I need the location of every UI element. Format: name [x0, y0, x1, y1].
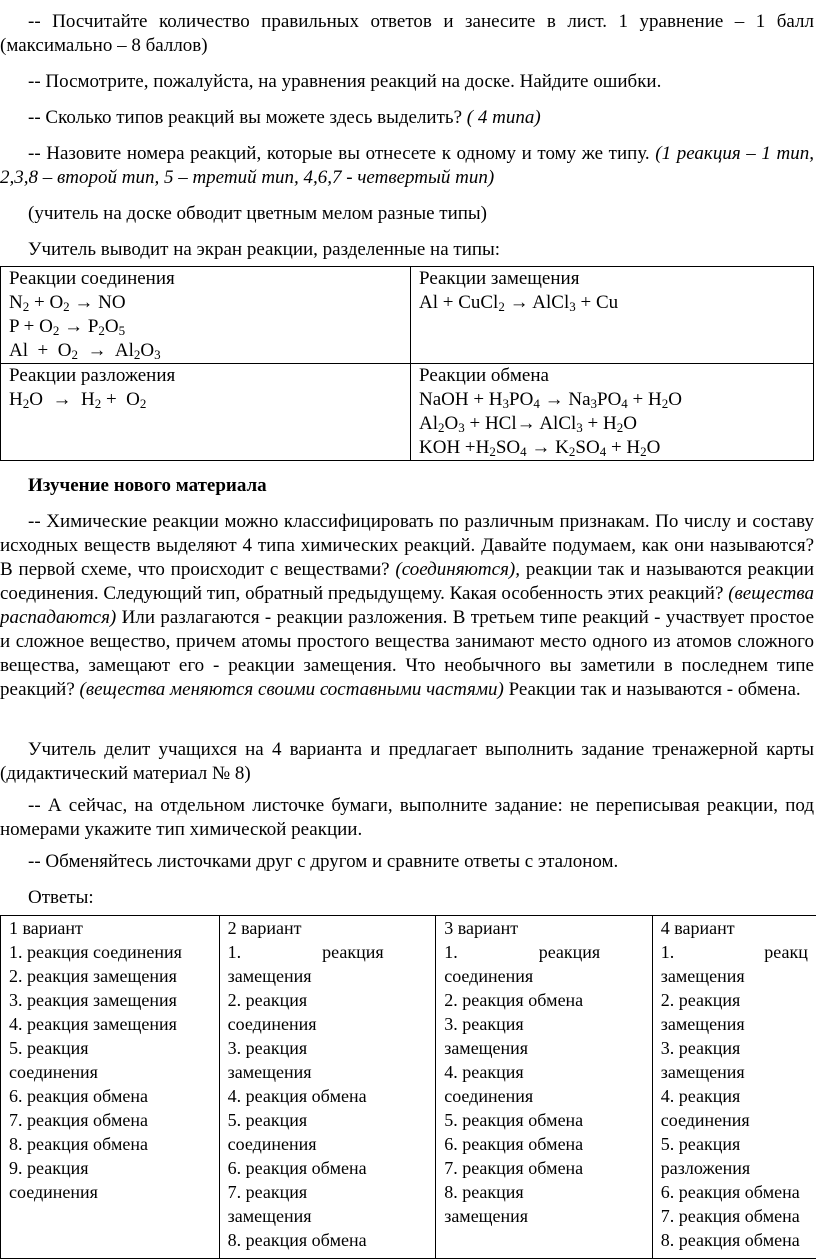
answer-line: 6. реакция обмена	[9, 1086, 148, 1106]
answer-decompose: (вещества распадаются)	[0, 583, 814, 628]
paragraph-scoring: -- Посчитайте количество правильных ответов и занесите в лист. 1 уравнение – 1 балл (максимально – 8 баллов)	[0, 11, 814, 56]
variant-header: 2 вариант	[227, 918, 302, 938]
exchange-eq-2: $Al_2O_3 + HCl\to$ AlCl$_3$ + $H_2O$	[419, 413, 637, 435]
answer-line: 3. реакция	[660, 1038, 741, 1058]
answer-line: 4. реакция замещения	[9, 1014, 177, 1034]
answer-line: 8. реакция обмена	[9, 1134, 148, 1154]
answer-line: 5. реакция	[9, 1038, 89, 1058]
answer-line: замещения	[660, 966, 745, 986]
decomposition-title: Реакции разложения	[9, 365, 176, 386]
answer-line: замещения	[444, 1038, 529, 1058]
answer-line: соединения	[9, 1182, 98, 1202]
paragraph-classification: -- Химические реакции можно классифицировать по различным признакам. По числу и составу исходных веществ выделяют 4 типа химических реакций. Давайте подумаем, как они называются? В первой схеме, что происходит с веществами? (соединяются), реакции так и называются реакции соединения. Следующий тип, обратный предыдущему. Какая особенность этих реакций? (вещества распадаются) Или разлагаются - реакции разложения. В третьем типе реакций - участвует простое и сложное вещество, причем атомы простого вещества занимают место одного из атомов сложного вещества, замещают его - реакции замещения. Что необычного вы заметили в последнем типе реакций? (вещества меняются своими составными частями) Реакции так и называются - обмена.	[0, 511, 815, 700]
types-answer: ( 4 типа)	[466, 107, 541, 128]
synthesis-eq-3: $Al + O_2 \to Al_2O_3$	[9, 340, 161, 362]
exchange-eq-3: KOH $+H_2SO_4 \to K_2SO_4 + H_2O$	[419, 437, 661, 459]
answer-line: замещения	[227, 966, 312, 986]
answer-line: 1. реакция соединения	[9, 942, 182, 962]
answer-line: соединения	[227, 1134, 317, 1154]
synthesis-eq-1: $N_2 + O_2$ → NO	[9, 292, 126, 314]
paragraph-variants: Учитель делит учащихся на 4 варианта и предлагает выполнить задание тренажерной карты (дидактический материал № 8)	[0, 739, 814, 784]
answer-line: 1. реакц	[660, 942, 808, 962]
exchange-eq-1: NaOH + $H_3PO_4 \to Na_3PO_4 + H_2O$	[419, 389, 682, 411]
answer-line: замещения	[660, 1014, 745, 1034]
reaction-types-table	[0, 266, 814, 461]
answer-line: 4. реакция обмена	[227, 1086, 367, 1106]
answer-line: 7. реакция обмена	[660, 1206, 800, 1226]
substitution-title: Реакции замещения	[419, 268, 580, 289]
answer-line: соединения	[9, 1062, 98, 1082]
answer-line: 3. реакция	[227, 1038, 308, 1058]
reaction-numbers-answer: (1 реакция – 1 тип, 2,3,8 – второй тип, 5 – третий тип, 4,6,7 - четвертый тип)	[0, 143, 814, 188]
answer-line: 4. реакция	[660, 1086, 741, 1106]
synthesis-title: Реакции соединения	[9, 268, 175, 289]
answer-line: разложения	[660, 1158, 751, 1178]
answer-line: 6. реакция обмена	[660, 1182, 800, 1202]
answer-line: 7. реакция	[227, 1182, 308, 1202]
answer-line: 2. реакция	[660, 990, 741, 1010]
answer-line: 9. реакция	[9, 1158, 89, 1178]
answer-line: 5. реакция	[660, 1134, 741, 1154]
answer-line: замещения	[444, 1206, 529, 1226]
answer-line: замещения	[227, 1206, 312, 1226]
answer-line: 8. реакция	[444, 1182, 524, 1202]
substitution-cell	[411, 267, 814, 364]
answer-line: 8. реакция обмена	[660, 1230, 800, 1250]
answer-line: 6. реакция обмена	[444, 1134, 584, 1154]
answer-line: 6. реакция обмена	[227, 1158, 367, 1178]
exchange-title: Реакции обмена	[419, 365, 549, 386]
answer-line: соединения	[660, 1110, 750, 1130]
variant-header: 4 вариант	[660, 918, 735, 938]
paragraph-find-errors: -- Посмотрите, пожалуйста, на уравнения реакций на доске. Найдите ошибки.	[28, 71, 662, 92]
answers-variant-1	[1, 916, 220, 1259]
answer-line: соединения	[444, 966, 534, 986]
paragraph-task: -- А сейчас, на отдельном листочке бумаги, выполните задание: не переписывая реакции, под номерами укажите тип химической реакции.	[0, 795, 814, 840]
answer-line: замещения	[227, 1062, 312, 1082]
answer-line: соединения	[227, 1014, 317, 1034]
paragraph-exchange-sheets: -- Обменяйтесь листочками друг с другом и сравните ответы с эталоном.	[28, 851, 619, 872]
answers-variant-4	[652, 916, 816, 1259]
answer-line: 1. реакция	[227, 942, 384, 962]
variant-header: 3 вариант	[444, 918, 519, 938]
answer-line: 5. реакция	[227, 1110, 308, 1130]
answer-line: 5. реакция обмена	[444, 1110, 584, 1130]
answer-line: 2. реакция обмена	[444, 990, 584, 1010]
answers-variant-2	[219, 916, 436, 1259]
paragraph-reaction-numbers: -- Назовите номера реакций, которые вы отнесете к одному и тому же типу. (1 реакция – 1 тип, 2,3,8 – второй тип, 5 – третий тип, 4,6,7 - четвертый тип)	[0, 143, 814, 188]
answer-line: замещения	[660, 1062, 745, 1082]
paragraph-teacher-note: (учитель на доске обводит цветным мелом разные типы)	[28, 203, 488, 224]
synthesis-cell	[1, 267, 411, 364]
answer-line: 7. реакция обмена	[9, 1110, 148, 1130]
synthesis-eq-2: $P + O_2 \to P_2O_5$	[9, 316, 126, 338]
variant-header: 1 вариант	[9, 918, 83, 938]
answer-line: 8. реакция обмена	[227, 1230, 367, 1250]
exchange-cell	[411, 364, 814, 461]
answers-variant-3	[436, 916, 653, 1259]
answer-line: 4. реакция	[444, 1062, 524, 1082]
answer-line: соединения	[444, 1086, 534, 1106]
paragraph-types-question: -- Сколько типов реакций вы можете здесь выделить? ( 4 типа)	[28, 107, 541, 128]
answer-exchange: (вещества меняются своими составными частями)	[79, 679, 504, 700]
answer-line: 1. реакция	[444, 942, 601, 962]
section-heading: Изучение нового материала	[28, 475, 267, 496]
answer-line: 3. реакция замещения	[9, 990, 177, 1010]
answer-line: 2. реакция замещения	[9, 966, 177, 986]
answer-line: 3. реакция	[444, 1014, 524, 1034]
answers-label: Ответы:	[28, 887, 94, 908]
decomposition-eq-1: $H_2O \to H_2 + O_2$	[9, 389, 147, 411]
answer-combine: (соединяются),	[395, 559, 520, 580]
answer-line: 7. реакция обмена	[444, 1158, 584, 1178]
decomposition-cell	[1, 364, 411, 461]
answer-line: 2. реакция	[227, 990, 308, 1010]
answers-table	[0, 915, 816, 1259]
paragraph-screen-note: Учитель выводит на экран реакции, разделенные на типы:	[28, 239, 501, 260]
substitution-eq-1: Al + CuCl$_2$ → AlCl$_3$ + Cu	[419, 292, 619, 314]
